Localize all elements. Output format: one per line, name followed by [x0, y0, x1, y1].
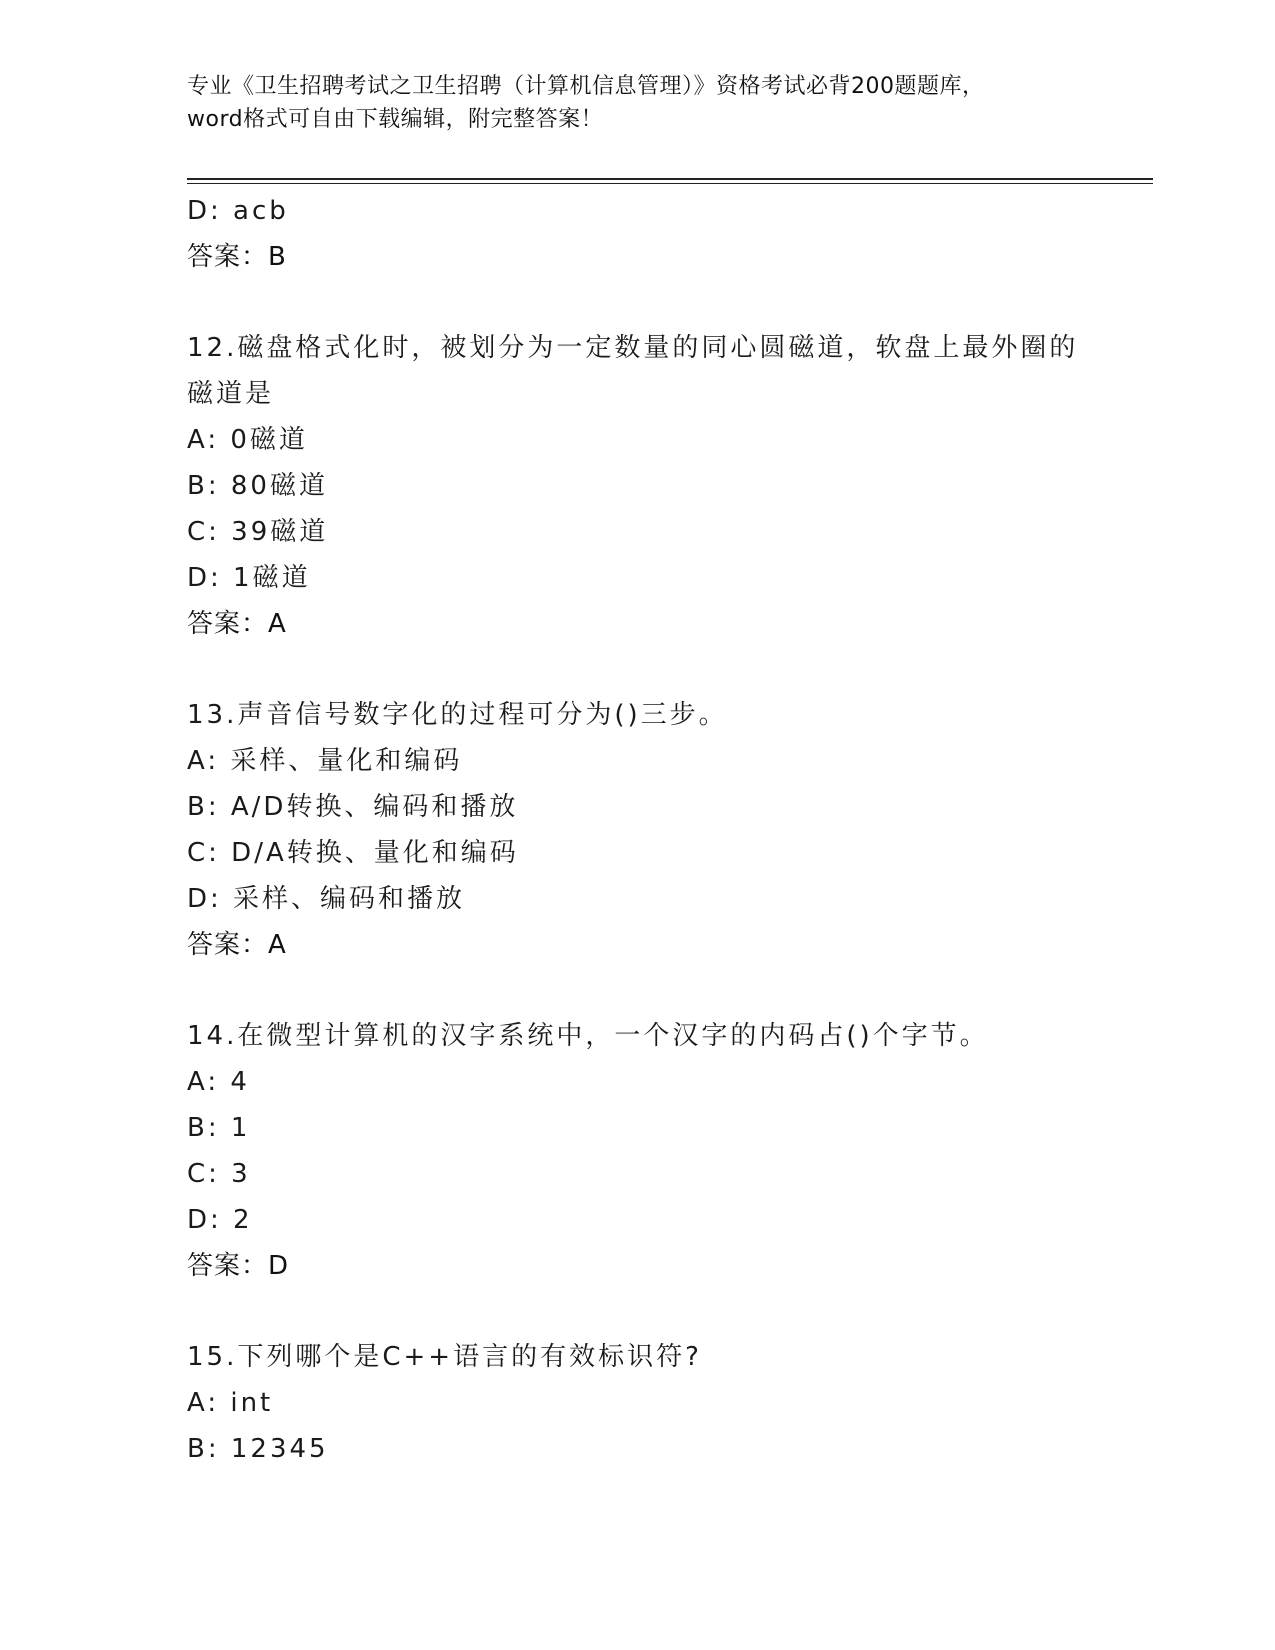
spacer	[187, 1289, 1087, 1334]
option-b: B: A/D转换、编码和播放	[187, 792, 519, 822]
option-d: D: 2	[187, 1205, 253, 1235]
option-a: A: int	[187, 1388, 274, 1418]
answer-line: 答案：A	[187, 609, 287, 639]
option-a: A: 采样、量化和编码	[187, 746, 463, 776]
question-stem-continued: 磁道是	[187, 379, 275, 409]
question-stem: 12.磁盘格式化时，被划分为一定数量的同心圆磁道，软盘上最外圈的	[187, 333, 1079, 363]
option-c: C: D/A转换、量化和编码	[187, 838, 519, 868]
document-header	[187, 70, 1087, 136]
header-line-2: word格式可自由下载编辑，附完整答案！	[187, 107, 604, 132]
option-b: B: 1	[187, 1113, 251, 1143]
answer-line: 答案：A	[187, 930, 287, 960]
option-d: D: acb	[187, 196, 289, 226]
spacer	[187, 647, 1087, 692]
question-stem: 14.在微型计算机的汉字系统中，一个汉字的内码占()个字节。	[187, 1021, 989, 1051]
question-stem: 15.下列哪个是C++语言的有效标识符?	[187, 1342, 702, 1372]
spacer	[187, 968, 1087, 1013]
spacer	[187, 280, 1087, 325]
option-a: A: 0磁道	[187, 425, 308, 455]
previous-question-tail	[187, 188, 1087, 280]
option-a: A: 4	[187, 1067, 250, 1097]
option-b: B: 80磁道	[187, 471, 328, 501]
answer-line: 答案：D	[187, 1251, 290, 1281]
question-13	[187, 692, 1087, 968]
option-c: C: 3	[187, 1159, 251, 1189]
header-rule-thick	[187, 178, 1153, 180]
option-b: B: 12345	[187, 1434, 329, 1464]
question-12	[187, 325, 1087, 647]
question-stem: 13.声音信号数字化的过程可分为()三步。	[187, 700, 728, 730]
option-c: C: 39磁道	[187, 517, 329, 547]
document-body	[187, 188, 1087, 1472]
question-14	[187, 1013, 1087, 1289]
option-d: D: 1磁道	[187, 563, 311, 593]
option-d: D: 采样、编码和播放	[187, 884, 466, 914]
header-line-1: 专业《卫生招聘考试之卫生招聘（计算机信息管理）》资格考试必背200题题库，	[187, 74, 985, 99]
question-15	[187, 1334, 1087, 1472]
answer-line: 答案：B	[187, 242, 287, 272]
header-rule-thin	[187, 183, 1153, 184]
